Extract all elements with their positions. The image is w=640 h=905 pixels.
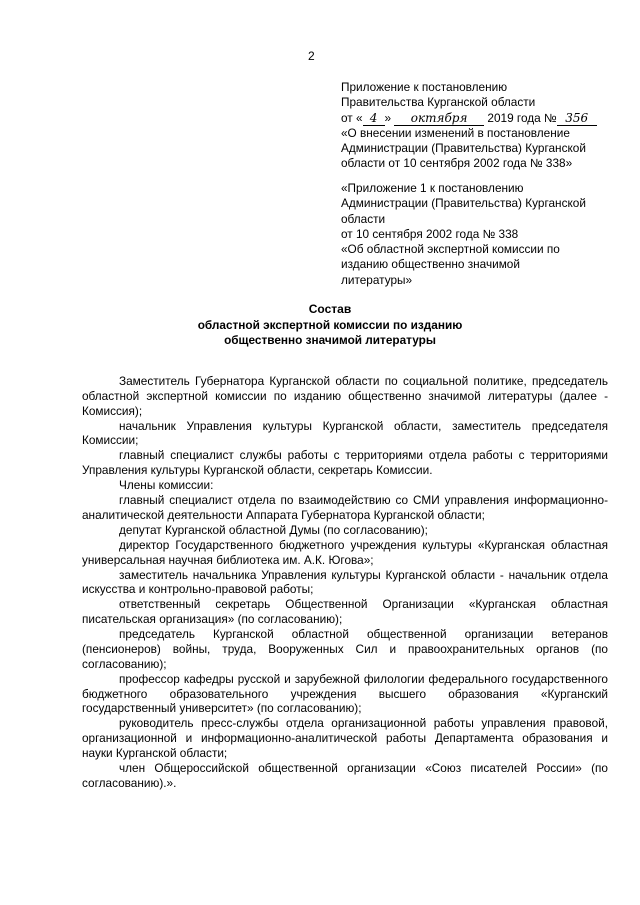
appendix-line: Приложение к постановлению bbox=[341, 80, 508, 94]
appendix-line: от 10 сентября 2002 года № 338 bbox=[341, 226, 519, 241]
appendix-line: Администрации (Правительства) Курганской bbox=[341, 141, 586, 156]
appendix-line: области от 10 сентября 2002 года № 338» bbox=[341, 156, 573, 171]
appendix-header bbox=[341, 80, 609, 172]
appendix-line: «Приложение 1 к постановлению bbox=[341, 181, 524, 195]
year-text: 2019 года № bbox=[487, 110, 557, 125]
members-label: Члены комиссии: bbox=[119, 478, 214, 493]
member-paragraph: профессор кафедры русской и зарубежной филологии федерального государственного бюджетного образовательного учреждения высшего образования «Курганский государственный университет» (по согласованию); bbox=[82, 671, 608, 716]
heading-title: Состав bbox=[308, 302, 352, 316]
member-paragraph: руководитель пресс-службы отдела организационной работы управления правовой, организационной и информационно-аналитической работы Департамента образования и науки Курганской области; bbox=[82, 716, 608, 760]
appendix-1-header bbox=[341, 181, 609, 288]
appendix-line: «Об областной экспертной комиссии по bbox=[341, 242, 560, 257]
handwritten-month: октября bbox=[394, 112, 484, 126]
date-mid: » bbox=[384, 110, 392, 125]
appendix-line: области bbox=[341, 211, 386, 226]
heading-line: областной экспертной комиссии по изданию bbox=[197, 317, 463, 332]
member-paragraph: главный специалист службы работы с территориями отдела работы с территориями Управления культуры Курганской области, секретарь Комиссии. bbox=[82, 448, 608, 478]
date-prefix: от « bbox=[341, 110, 363, 125]
member-paragraph: депутат Курганской областной Думы (по согласованию); bbox=[119, 522, 428, 537]
appendix-line: литературы» bbox=[341, 272, 413, 287]
member-paragraph: заместитель начальника Управления культуры Курганской области - начальник отдела искусства и контрольно-правовой работы; bbox=[82, 567, 608, 597]
member-paragraph: ответственный секретарь Общественной Организации «Курганская областная писательская организация» (по согласованию); bbox=[82, 597, 608, 627]
appendix-line: Администрации (Правительства) Курганской bbox=[341, 196, 586, 211]
member-paragraph: Заместитель Губернатора Курганской области по социальной политике, председатель областной экспертной комиссии по изданию общественно значимой литературы (далее - Комиссия); bbox=[82, 374, 608, 418]
member-paragraph: член Общероссийской общественной организации «Союз писателей России» (по согласованию).». bbox=[82, 760, 608, 790]
page-number: 2 bbox=[308, 49, 315, 63]
appendix-line: изданию общественно значимой bbox=[341, 257, 520, 272]
appendix-date-line bbox=[341, 111, 609, 126]
heading-line: общественно значимой литературы bbox=[224, 333, 436, 347]
member-paragraph: начальник Управления культуры Курганской области, заместитель председателя Комиссии; bbox=[82, 418, 608, 448]
member-paragraph: председатель Курганской областной общественной организации ветеранов (пенсионеров) войны, труда, Вооруженных Сил и правоохранительных органов (по согласованию); bbox=[82, 627, 608, 671]
member-paragraph: директор Государственного бюджетного учреждения культуры «Курганская областная универсальная научная библиотека им. А.К. Югова»; bbox=[82, 537, 608, 567]
document-heading bbox=[160, 302, 500, 349]
appendix-line: «О внесении изменений в постановление bbox=[341, 125, 570, 140]
handwritten-number: 356 bbox=[557, 112, 597, 126]
commission-members bbox=[82, 374, 608, 791]
member-paragraph: главный специалист отдела по взаимодействию со СМИ управления информационно-аналитической деятельности Аппарата Губернатора Курганской области; bbox=[82, 493, 608, 522]
appendix-line: Правительства Курганской области bbox=[341, 95, 536, 110]
handwritten-day: 4 bbox=[363, 112, 385, 126]
